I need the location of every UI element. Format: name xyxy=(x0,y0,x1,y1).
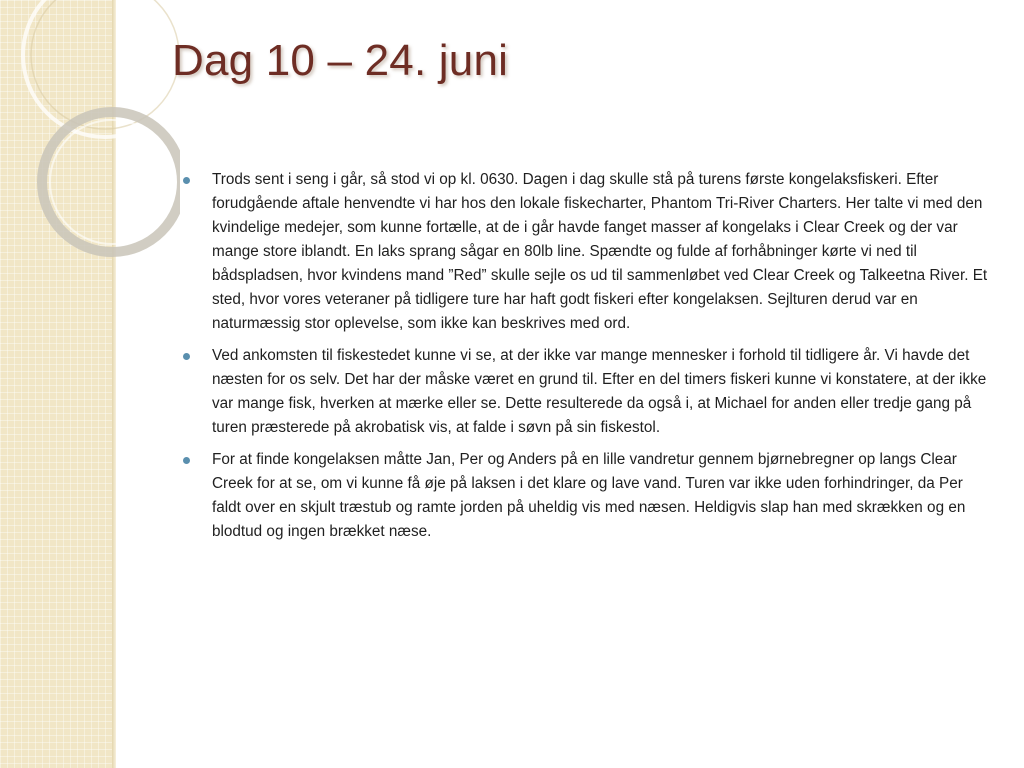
bullet-item xyxy=(180,168,992,336)
bullet-text: Ved ankomsten til fiskestedet kunne vi se, at der ikke var mange mennesker i forhold til tidligere år. Vi havde det næsten for os selv. Det har der måske været en grund til. Efter en del timers fiskeri kunne vi konstatere, at der ikke var mange fisk, hverken at mærke eller se. Dette resulterede da også i, at Michael for anden eller tredje gang på turen præsterede på akrobatisk vis, at falde i søvn på sin fiskestol. xyxy=(212,347,987,436)
bullet-dot-icon xyxy=(183,177,190,184)
bullet-item xyxy=(180,448,992,544)
bullet-text: For at finde kongelaksen måtte Jan, Per og Anders på en lille vandretur gennem bjørnebregner op langs Clear Creek for at se, om vi kunne få øje på laksen i det klare og lave vand. Turen var ikke uden forhindringer, da Per faldt over en skjult træstub og ramte jorden på uheldig vis med næsen. Heldigvis slap han med skrækken og en blodtud og ingen brækket næse. xyxy=(212,451,966,540)
bullet-item xyxy=(180,344,992,440)
bullet-dot-icon xyxy=(183,457,190,464)
bullet-dot-icon xyxy=(183,353,190,360)
slide-title: Dag 10 – 24. juni xyxy=(172,36,509,85)
decorative-rings xyxy=(0,0,180,260)
bullet-list xyxy=(180,168,992,552)
decorative-ring-small xyxy=(42,112,180,252)
bullet-text: Trods sent i seng i går, så stod vi op kl. 0630. Dagen i dag skulle stå på turens første kongelaksfiskeri. Efter forudgående aftale henvendte vi har hos den lokale fiskecharter, Phantom Tri-River Charters. Her talte vi med den kvindelige medejer, som kunne fortælle, at de i går havde fanget masser af kongelaks i Clear Creek og der var mange store iblandt. En laks sprang sågar en 80lb line. Spændte og fulde af forhåbninger kørte vi ned til bådspladsen, hvor kvindens mand ”Red” skulle sejle os ud til sammenløbet ved Clear Creek og Talkeetna River. Et sted, hvor vores veteraner på tidligere ture har haft godt fiskeri efter kongelaksen. Sejlturen derud var en naturmæssig stor oplevelse, som ikke kan beskrives med ord. xyxy=(212,171,988,332)
